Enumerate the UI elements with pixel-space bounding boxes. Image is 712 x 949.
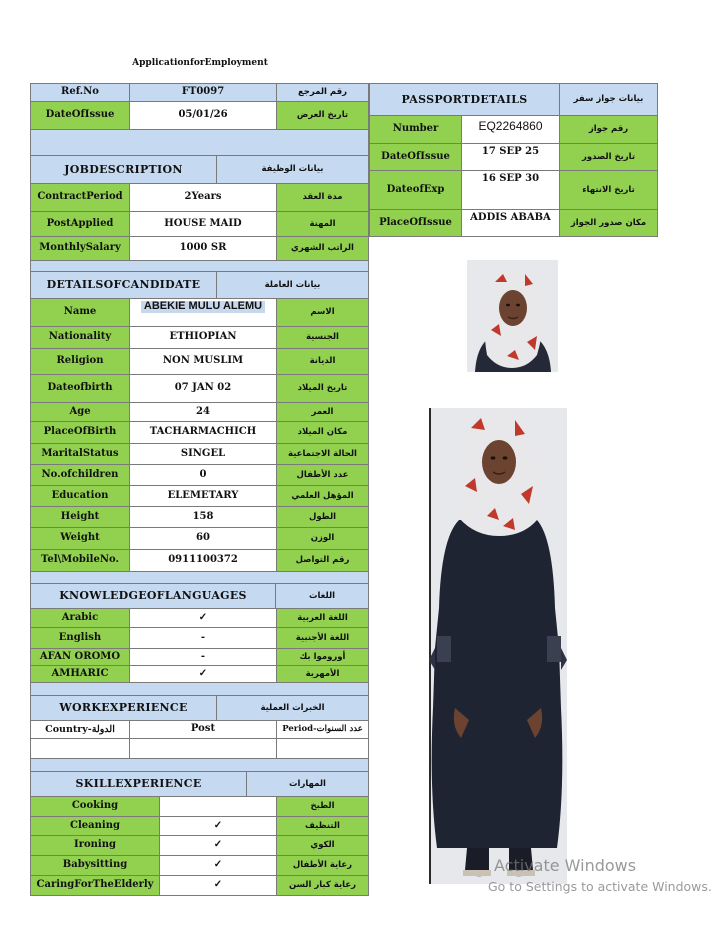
job-description-title: JOBDESCRIPTION: [30, 155, 217, 184]
form-title: ApplicationforEmployment: [132, 58, 268, 68]
job-arabic: المهنة: [276, 211, 369, 237]
language-arabic: الأمهرية: [276, 665, 369, 683]
candidate-label: Education: [30, 485, 130, 507]
candidate-value: 158: [129, 506, 277, 528]
passport-value: EQ2264860: [461, 115, 560, 144]
language-value: -: [129, 627, 277, 649]
passport-label: DateofExp: [369, 170, 462, 210]
candidate-arabic: رقم التواصل: [276, 549, 369, 572]
skills-arabic: المهارات: [246, 771, 369, 797]
candidate-arabic: الحالة الاجتماعية: [276, 443, 369, 465]
passport-label: Number: [369, 115, 462, 144]
job-arabic: الراتب الشهري: [276, 236, 369, 261]
skill-arabic: الطبخ: [276, 796, 369, 817]
candidate-arabic: تاريخ الميلاد: [276, 374, 369, 403]
passport-value: 17 SEP 25: [461, 143, 560, 171]
passport-label: DateOfIssue: [369, 143, 462, 171]
candidate-label: Nationality: [30, 326, 130, 349]
language-value: -: [129, 648, 277, 666]
language-label: Arabic: [30, 608, 130, 628]
skill-value: ✓: [159, 855, 277, 876]
language-label: English: [30, 627, 130, 649]
candidate-details-arabic: بيانات العاملة: [216, 271, 369, 299]
candidate-arabic: الطول: [276, 506, 369, 528]
skill-arabic: الكوي: [276, 835, 369, 856]
skill-label: CaringForTheElderly: [30, 875, 160, 896]
candidate-label: Tel\MobileNo.: [30, 549, 130, 572]
candidate-arabic: العمر: [276, 402, 369, 422]
date-of-issue-arabic: تاريخ العرض: [276, 101, 369, 130]
candidate-value: SINGEL: [129, 443, 277, 465]
work-col-country: Country-الدولة: [30, 720, 130, 739]
candidate-details-title: DETAILSOFCANDIDATE: [30, 271, 217, 299]
skill-label: Ironing: [30, 835, 160, 856]
candidate-label: Religion: [30, 348, 130, 375]
job-value: HOUSE MAID: [129, 211, 277, 237]
job-label: ContractPeriod: [30, 183, 130, 212]
language-value: ✓: [129, 665, 277, 683]
candidate-arabic: المؤهل العلمي: [276, 485, 369, 507]
skill-label: Cleaning: [30, 816, 160, 836]
language-arabic: اللغة الأجنبية: [276, 627, 369, 649]
work-experience-title: WORKEXPERIENCE: [30, 695, 217, 721]
passport-label: PlaceOfIssue: [369, 209, 462, 237]
work-col-post: Post: [129, 720, 277, 739]
job-arabic: مدة العقد: [276, 183, 369, 212]
candidate-label: Name: [30, 298, 130, 327]
passport-arabic: رقم جواز: [559, 115, 658, 144]
skill-arabic: رعاية الأطفال: [276, 855, 369, 876]
language-value: ✓: [129, 608, 277, 628]
date-of-issue-value: 05/01/26: [129, 101, 277, 130]
spacer-row: [30, 758, 369, 772]
candidate-name-highlight: ABEKIE MULU ALEMU: [141, 301, 265, 313]
spacer-row: [30, 129, 369, 156]
candidate-arabic: عدد الأطفال: [276, 464, 369, 486]
ref-no-arabic: رقم المرجع: [276, 83, 369, 102]
candidate-label: MaritalStatus: [30, 443, 130, 465]
languages-title: KNOWLEDGEOFLANGUAGES: [30, 583, 276, 609]
job-label: MonthlySalary: [30, 236, 130, 261]
candidate-value: 0: [129, 464, 277, 486]
language-label: AMHARIC: [30, 665, 130, 683]
candidate-label: Dateofbirth: [30, 374, 130, 403]
candidate-value: 0911100372: [129, 549, 277, 572]
passport-value: 16 SEP 30: [461, 170, 560, 210]
job-label: PostApplied: [30, 211, 130, 237]
candidate-label: Height: [30, 506, 130, 528]
candidate-label: Age: [30, 402, 130, 422]
candidate-arabic: الجنسية: [276, 326, 369, 349]
work-cell: [276, 738, 369, 759]
watermark-title: Activate Windows: [494, 856, 637, 875]
language-label: AFAN OROMO: [30, 648, 130, 666]
candidate-arabic: مكان الميلاد: [276, 421, 369, 444]
full-body-photo: [429, 408, 567, 884]
passport-arabic: بيانات جواز سفر: [559, 83, 658, 116]
work-cell: [30, 738, 130, 759]
watermark-subtitle: Go to Settings to activate Windows.: [488, 879, 712, 894]
skill-value: ✓: [159, 835, 277, 856]
language-arabic: اللغة العربية: [276, 608, 369, 628]
spacer-row: [30, 682, 369, 696]
date-of-issue-label: DateOfIssue: [30, 101, 130, 130]
skill-label: Babysitting: [30, 855, 160, 876]
candidate-value: TACHARMACHICH: [129, 421, 277, 444]
job-description-arabic: بيانات الوظيفة: [216, 155, 369, 184]
passport-arabic: تاريخ الصدور: [559, 143, 658, 171]
skill-arabic: التنظيف: [276, 816, 369, 836]
passport-arabic: مكان صدور الجواز: [559, 209, 658, 237]
ref-no-value: FT0097: [129, 83, 277, 102]
skills-title: SKILLEXPERIENCE: [30, 771, 247, 797]
work-cell: [129, 738, 277, 759]
candidate-value: ETHIOPIAN: [129, 326, 277, 349]
work-experience-arabic: الخبرات العملية: [216, 695, 369, 721]
passport-value: ADDIS ABABA: [461, 209, 560, 237]
job-value: 1000 SR: [129, 236, 277, 261]
candidate-arabic: الاسم: [276, 298, 369, 327]
skill-arabic: رعاية كبار السن: [276, 875, 369, 896]
passport-title: PASSPORTDETAILS: [369, 83, 560, 116]
skill-value: [159, 796, 277, 817]
candidate-arabic: الوزن: [276, 527, 369, 550]
language-arabic: أوروموا بك: [276, 648, 369, 666]
job-value: 2Years: [129, 183, 277, 212]
work-col-period: Period-عدد السنوات: [276, 720, 369, 739]
candidate-label: PlaceOfBirth: [30, 421, 130, 444]
candidate-value: [129, 298, 277, 327]
skill-label: Cooking: [30, 796, 160, 817]
candidate-label: Weight: [30, 527, 130, 550]
skill-value: ✓: [159, 816, 277, 836]
candidate-value: 60: [129, 527, 277, 550]
candidate-arabic: الديانة: [276, 348, 369, 375]
candidate-label: No.ofchildren: [30, 464, 130, 486]
candidate-value: 07 JAN 02: [129, 374, 277, 403]
languages-arabic: اللغات: [275, 583, 369, 609]
candidate-value: ELEMETARY: [129, 485, 277, 507]
candidate-value: NON MUSLIM: [129, 348, 277, 375]
passport-photo: [467, 260, 558, 372]
ref-no-label: Ref.No: [30, 83, 130, 102]
passport-arabic: تاريخ الانتهاء: [559, 170, 658, 210]
skill-value: ✓: [159, 875, 277, 896]
candidate-value: 24: [129, 402, 277, 422]
